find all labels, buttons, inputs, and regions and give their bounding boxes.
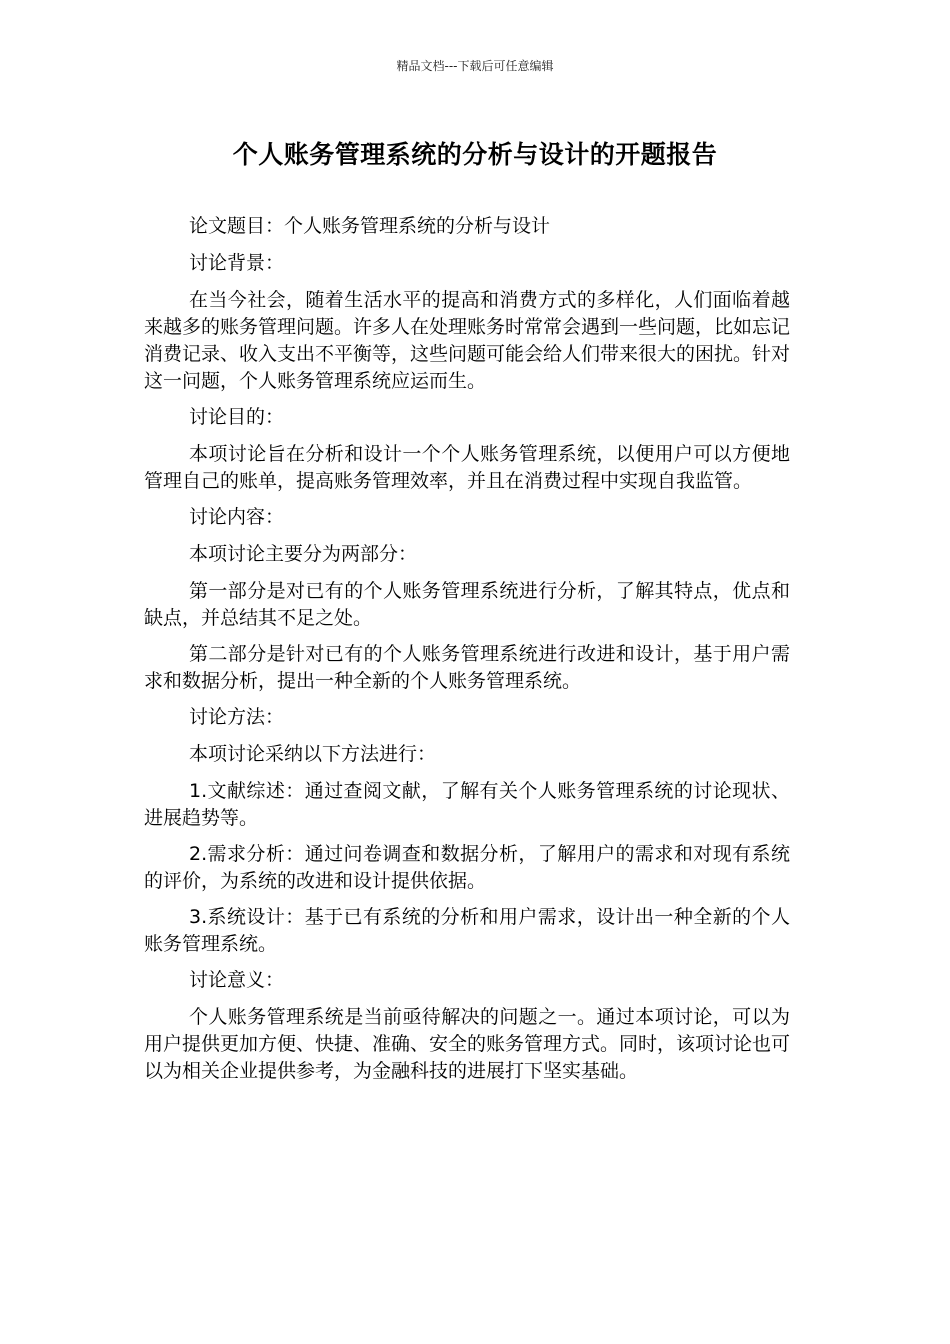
paragraph-content-intro: 本项讨论主要分为两部分： <box>189 543 418 565</box>
heading-method: 讨论方法： <box>189 706 285 728</box>
paragraph-significance: 个人账务管理系统是当前亟待解决的问题之一。通过本项讨论，可以为用户提供更加方便、快捷、准确、安全的账务管理方式。同时，该项讨论也可以为相关企业提供参考，为金融科技的进展打下坚实基础。 <box>144 1006 791 1082</box>
heading-content: 讨论内容： <box>189 506 285 528</box>
paragraph-thesis-topic: 论文题目：个人账务管理系统的分析与设计 <box>189 215 551 237</box>
document-body <box>144 213 790 1094</box>
paragraph-content-part-one: 第一部分是对已有的个人账务管理系统进行分析，了解其特点，优点和缺点，并总结其不足之处。 <box>144 580 790 629</box>
paragraph-content-part-two: 第二部分是针对已有的个人账务管理系统进行改进和设计，基于用户需求和数据分析，提出一种全新的个人账务管理系统。 <box>144 643 790 692</box>
paragraph-method-literature: 1.文献综述：通过查阅文献，了解有关个人账务管理系统的讨论现状、进展趋势等。 <box>144 780 790 829</box>
paragraph-background: 在当今社会，随着生活水平的提高和消费方式的多样化，人们面临着越来越多的账务管理问题。许多人在处理账务时常常会遇到一些问题，比如忘记消费记录、收入支出不平衡等，这些问题可能会给人们带来很大的困扰。针对这一问题，个人账务管理系统应运而生。 <box>144 289 791 392</box>
paragraph-method-intro: 本项讨论采纳以下方法进行： <box>189 743 437 765</box>
paragraph-purpose: 本项讨论旨在分析和设计一个个人账务管理系统，以便用户可以方便地管理自己的账单，提高账务管理效率，并且在消费过程中实现自我监管。 <box>144 443 790 492</box>
heading-purpose: 讨论目的： <box>189 406 285 428</box>
document-title: 个人账务管理系统的分析与设计的开题报告 <box>232 140 718 169</box>
paragraph-method-requirements: 2.需求分析：通过问卷调查和数据分析，了解用户的需求和对现有系统的评价，为系统的改进和设计提供依据。 <box>144 843 790 892</box>
paragraph-method-design: 3.系统设计：基于已有系统的分析和用户需求，设计出一种全新的个人账务管理系统。 <box>144 906 790 955</box>
heading-significance: 讨论意义： <box>189 969 285 991</box>
heading-background: 讨论背景： <box>189 252 285 274</box>
header-note: 精品文档---下载后可任意编辑 <box>396 59 554 73</box>
